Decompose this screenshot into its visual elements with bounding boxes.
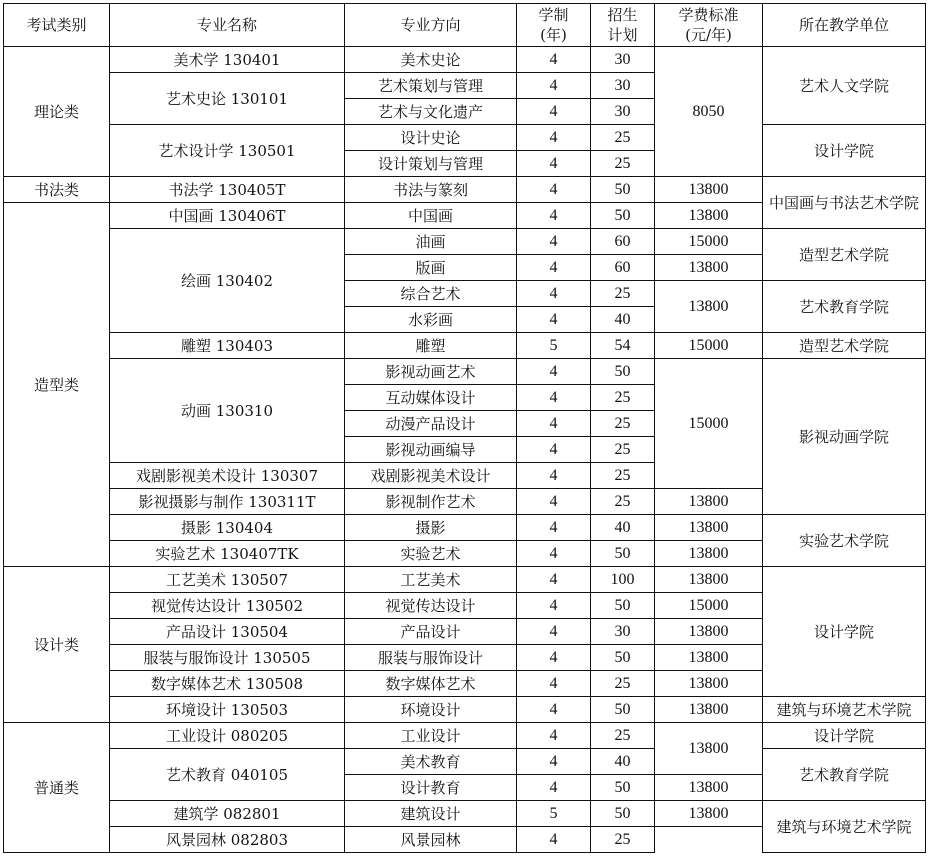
tuition-cell: 13800 — [655, 697, 763, 723]
major-name-cell: 雕塑 130403 — [110, 333, 345, 359]
direction-cell: 摄影 — [345, 515, 517, 541]
teaching-unit-cell: 艺术教育学院 — [763, 281, 926, 333]
major-name-cell: 视觉传达设计 130502 — [110, 593, 345, 619]
years-cell: 4 — [517, 463, 591, 489]
table-row — [4, 749, 926, 775]
major-name-cell: 风景园林 082803 — [110, 827, 345, 853]
table-row — [4, 515, 926, 541]
tuition-cell: 15000 — [655, 593, 763, 619]
teaching-unit-cell: 建筑与环境艺术学院 — [763, 697, 926, 723]
direction-cell: 风景园林 — [345, 827, 517, 853]
quota-cell: 25 — [591, 437, 655, 463]
tuition-cell: 13800 — [655, 281, 763, 333]
major-name-cell: 工业设计 080205 — [110, 723, 345, 749]
quota-cell: 60 — [591, 229, 655, 255]
direction-cell: 产品设计 — [345, 619, 517, 645]
years-cell: 4 — [517, 541, 591, 567]
table-row — [4, 567, 926, 593]
table-row — [4, 723, 926, 749]
table-header-row — [4, 4, 926, 47]
quota-cell: 25 — [591, 411, 655, 437]
years-cell: 4 — [517, 697, 591, 723]
direction-cell: 美术史论 — [345, 47, 517, 73]
tuition-cell: 15000 — [655, 333, 763, 359]
table-row — [4, 333, 926, 359]
major-name-cell: 艺术史论 130101 — [110, 73, 345, 125]
header-quota-line1: 招生 — [607, 6, 638, 24]
tuition-cell: 13800 — [655, 541, 763, 567]
tuition-cell: 13800 — [655, 619, 763, 645]
quota-cell: 25 — [591, 281, 655, 307]
exam-category-cell: 书法类 — [4, 177, 110, 203]
teaching-unit-cell: 影视动画学院 — [763, 359, 926, 515]
years-cell: 4 — [517, 723, 591, 749]
tuition-cell: 13800 — [655, 671, 763, 697]
direction-cell: 工艺美术 — [345, 567, 517, 593]
major-name-cell: 绘画 130402 — [110, 229, 345, 333]
direction-cell: 数字媒体艺术 — [345, 671, 517, 697]
tuition-cell: 13800 — [655, 645, 763, 671]
quota-cell: 30 — [591, 99, 655, 125]
major-name-cell: 艺术设计学 130501 — [110, 125, 345, 177]
tuition-cell: 13800 — [655, 203, 763, 229]
exam-category-cell: 造型类 — [4, 203, 110, 567]
quota-cell: 50 — [591, 541, 655, 567]
table-row — [4, 801, 926, 827]
major-name-cell: 戏剧影视美术设计 130307 — [110, 463, 345, 489]
quota-cell: 30 — [591, 73, 655, 99]
tuition-cell: 13800 — [655, 723, 763, 775]
teaching-unit-cell: 中国画与书法艺术学院 — [763, 177, 926, 229]
tuition-cell: 8050 — [655, 47, 763, 177]
header-teaching-unit — [763, 4, 926, 47]
teaching-unit-cell: 艺术教育学院 — [763, 749, 926, 801]
direction-cell: 艺术与文化遗产 — [345, 99, 517, 125]
header-years-line1: 学制 — [538, 6, 569, 24]
direction-cell: 影视动画编导 — [345, 437, 517, 463]
direction-cell: 服装与服饰设计 — [345, 645, 517, 671]
years-cell: 4 — [517, 229, 591, 255]
direction-cell: 影视动画艺术 — [345, 359, 517, 385]
quota-cell: 60 — [591, 255, 655, 281]
tuition-cell: 13800 — [655, 177, 763, 203]
quota-cell: 30 — [591, 619, 655, 645]
quota-cell: 25 — [591, 125, 655, 151]
table-row — [4, 177, 926, 203]
quota-cell: 30 — [591, 47, 655, 73]
years-cell: 4 — [517, 47, 591, 73]
tuition-cell: 13800 — [655, 567, 763, 593]
direction-cell: 设计策划与管理 — [345, 151, 517, 177]
direction-cell: 雕塑 — [345, 333, 517, 359]
years-cell: 4 — [517, 255, 591, 281]
tuition-cell: 13800 — [655, 775, 763, 801]
major-name-cell: 影视摄影与制作 130311T — [110, 489, 345, 515]
years-cell: 4 — [517, 177, 591, 203]
direction-cell: 建筑设计 — [345, 801, 517, 827]
direction-cell: 综合艺术 — [345, 281, 517, 307]
table-row — [4, 359, 926, 385]
quota-cell: 50 — [591, 697, 655, 723]
years-cell: 4 — [517, 151, 591, 177]
header-tuition — [655, 4, 763, 47]
major-name-cell: 书法学 130405T — [110, 177, 345, 203]
quota-cell: 50 — [591, 593, 655, 619]
quota-cell: 50 — [591, 801, 655, 827]
years-cell: 4 — [517, 73, 591, 99]
years-cell: 4 — [517, 281, 591, 307]
quota-cell: 25 — [591, 723, 655, 749]
years-cell: 4 — [517, 437, 591, 463]
tuition-cell: 13800 — [655, 801, 763, 827]
direction-cell: 动漫产品设计 — [345, 411, 517, 437]
tuition-cell: 15000 — [655, 229, 763, 255]
direction-cell: 戏剧影视美术设计 — [345, 463, 517, 489]
major-name-cell: 中国画 130406T — [110, 203, 345, 229]
header-quota-line2: 计划 — [607, 26, 638, 44]
quota-cell: 25 — [591, 463, 655, 489]
major-name-cell: 美术学 130401 — [110, 47, 345, 73]
table-row — [4, 47, 926, 73]
header-teaching-unit-label: 所在教学单位 — [798, 16, 889, 34]
quota-cell: 50 — [591, 177, 655, 203]
major-name-cell: 建筑学 082801 — [110, 801, 345, 827]
header-direction-label: 专业方向 — [400, 16, 461, 34]
major-name-cell: 实验艺术 130407TK — [110, 541, 345, 567]
years-cell: 4 — [517, 385, 591, 411]
major-name-cell: 数字媒体艺术 130508 — [110, 671, 345, 697]
major-name-cell: 工艺美术 130507 — [110, 567, 345, 593]
years-cell: 5 — [517, 801, 591, 827]
direction-cell: 视觉传达设计 — [345, 593, 517, 619]
major-name-cell: 服装与服饰设计 130505 — [110, 645, 345, 671]
major-name-cell: 艺术教育 040105 — [110, 749, 345, 801]
teaching-unit-cell: 设计学院 — [763, 125, 926, 177]
header-quota — [591, 4, 655, 47]
table-row — [4, 697, 926, 723]
enrollment-table-container — [3, 3, 926, 853]
major-name-cell: 摄影 130404 — [110, 515, 345, 541]
quota-cell: 50 — [591, 359, 655, 385]
direction-cell: 油画 — [345, 229, 517, 255]
teaching-unit-cell: 设计学院 — [763, 723, 926, 749]
table-body — [4, 47, 926, 853]
table-row — [4, 229, 926, 255]
header-tuition-line2: (元/年) — [685, 26, 732, 44]
years-cell: 4 — [517, 411, 591, 437]
years-cell: 4 — [517, 619, 591, 645]
major-name-cell: 环境设计 130503 — [110, 697, 345, 723]
quota-cell: 50 — [591, 203, 655, 229]
exam-category-cell: 理论类 — [4, 47, 110, 177]
direction-cell: 设计教育 — [345, 775, 517, 801]
teaching-unit-cell: 建筑与环境艺术学院 — [763, 801, 926, 853]
quota-cell: 25 — [591, 489, 655, 515]
table-row — [4, 125, 926, 151]
direction-cell: 设计史论 — [345, 125, 517, 151]
years-cell: 4 — [517, 567, 591, 593]
tuition-cell: 13800 — [655, 489, 763, 515]
header-tuition-line1: 学费标准 — [678, 6, 739, 24]
quota-cell: 25 — [591, 151, 655, 177]
direction-cell: 书法与篆刻 — [345, 177, 517, 203]
major-name-cell: 产品设计 130504 — [110, 619, 345, 645]
quota-cell: 40 — [591, 749, 655, 775]
teaching-unit-cell: 造型艺术学院 — [763, 229, 926, 281]
years-cell: 4 — [517, 593, 591, 619]
header-major-name-label: 专业名称 — [196, 16, 257, 34]
header-years-line2: (年) — [540, 26, 567, 44]
years-cell: 4 — [517, 125, 591, 151]
quota-cell: 40 — [591, 515, 655, 541]
exam-category-cell: 设计类 — [4, 567, 110, 723]
direction-cell: 环境设计 — [345, 697, 517, 723]
direction-cell: 工业设计 — [345, 723, 517, 749]
teaching-unit-cell: 造型艺术学院 — [763, 333, 926, 359]
years-cell: 4 — [517, 827, 591, 853]
quota-cell: 25 — [591, 827, 655, 853]
years-cell: 4 — [517, 489, 591, 515]
teaching-unit-cell: 设计学院 — [763, 567, 926, 697]
years-cell: 4 — [517, 359, 591, 385]
teaching-unit-cell: 艺术人文学院 — [763, 47, 926, 125]
years-cell: 4 — [517, 671, 591, 697]
tuition-cell: 13800 — [655, 515, 763, 541]
direction-cell: 中国画 — [345, 203, 517, 229]
years-cell: 4 — [517, 515, 591, 541]
header-major-name — [110, 4, 345, 47]
quota-cell: 25 — [591, 671, 655, 697]
years-cell: 5 — [517, 333, 591, 359]
header-years — [517, 4, 591, 47]
tuition-cell: 15000 — [655, 359, 763, 489]
tuition-cell: 13800 — [655, 255, 763, 281]
years-cell: 4 — [517, 749, 591, 775]
teaching-unit-cell: 实验艺术学院 — [763, 515, 926, 567]
quota-cell: 50 — [591, 775, 655, 801]
direction-cell: 影视制作艺术 — [345, 489, 517, 515]
direction-cell: 艺术策划与管理 — [345, 73, 517, 99]
quota-cell: 25 — [591, 385, 655, 411]
quota-cell: 50 — [591, 645, 655, 671]
direction-cell: 实验艺术 — [345, 541, 517, 567]
header-exam-category-label: 考试类别 — [26, 16, 87, 34]
years-cell: 4 — [517, 775, 591, 801]
direction-cell: 互动媒体设计 — [345, 385, 517, 411]
header-exam-category — [4, 4, 110, 47]
quota-cell: 100 — [591, 567, 655, 593]
years-cell: 4 — [517, 307, 591, 333]
direction-cell: 美术教育 — [345, 749, 517, 775]
major-name-cell: 动画 130310 — [110, 359, 345, 463]
header-direction — [345, 4, 517, 47]
direction-cell: 水彩画 — [345, 307, 517, 333]
quota-cell: 54 — [591, 333, 655, 359]
enrollment-plan-table — [3, 3, 926, 853]
direction-cell: 版画 — [345, 255, 517, 281]
exam-category-cell: 普通类 — [4, 723, 110, 853]
years-cell: 4 — [517, 203, 591, 229]
years-cell: 4 — [517, 645, 591, 671]
quota-cell: 40 — [591, 307, 655, 333]
years-cell: 4 — [517, 99, 591, 125]
